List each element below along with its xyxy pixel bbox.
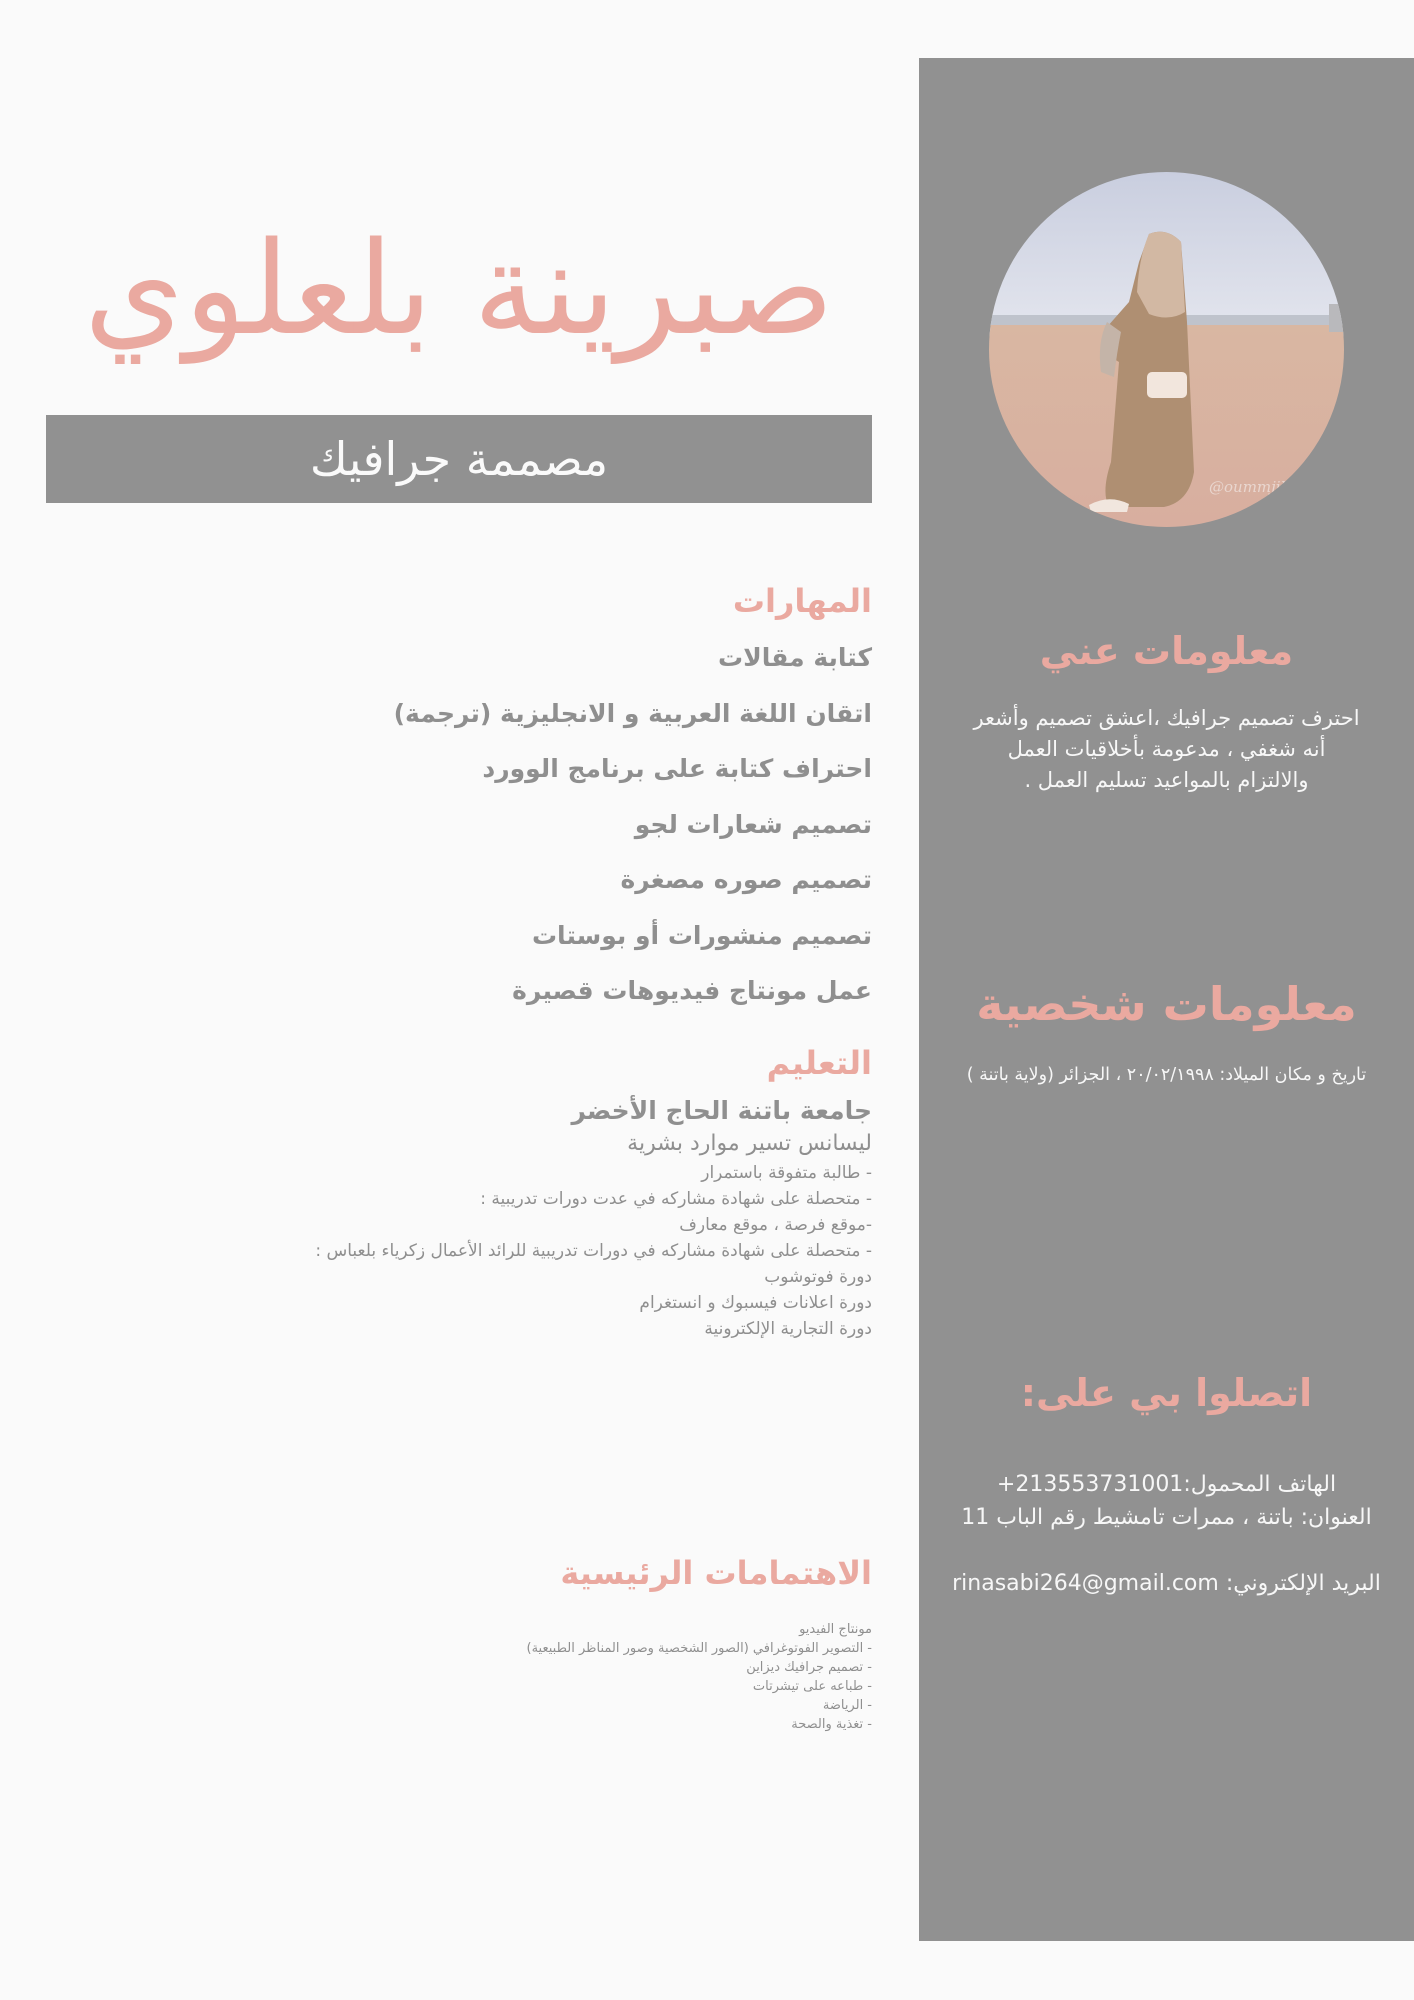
- about-section: [919, 623, 1414, 796]
- education-detail: - متحصلة على شهادة مشاركه في دورات تدريبية للرائد الأعمال زكرياء بلعباس :: [315, 1241, 872, 1261]
- education-detail: - متحصلة على شهادة مشاركه في عدت دورات تدريبية :: [480, 1189, 872, 1209]
- birth-info: تاريخ و مكان الميلاد: ٢٠/٠٢/١٩٩٨ ، الجزائر (ولاية باتنة ): [966, 1065, 1367, 1085]
- profile-photo-image: [989, 172, 1344, 527]
- contact-phone: [919, 1468, 1414, 1501]
- education-detail: دورة اعلانات فيسبوك و انستغرام: [639, 1293, 872, 1313]
- skill-item: تصميم صوره مصغرة: [620, 865, 872, 894]
- profile-photo: [989, 172, 1344, 527]
- personal-info-heading: معلومات شخصية: [976, 977, 1357, 1031]
- skill-item: عمل مونتاج فيديوهات قصيرة: [512, 976, 872, 1005]
- email-link[interactable]: rinasabi264@gmail.com: [952, 1571, 1219, 1596]
- photo-watermark: @oummjil: [1209, 478, 1286, 496]
- about-line: احترف تصميم جرافيك ،اعشق تصميم وأشعر: [973, 706, 1360, 730]
- skill-item: احتراف كتابة على برنامج الوورد: [482, 754, 872, 783]
- skill-item: اتقان اللغة العربية و الانجليزية (ترجمة): [393, 698, 872, 728]
- sidebar-panel: [919, 58, 1414, 1941]
- skill-item: تصميم شعارات لجو: [634, 809, 872, 839]
- skill-item: كتابة مقالات: [718, 643, 872, 672]
- education-detail: - طالبة متفوقة باستمرار: [701, 1163, 872, 1183]
- job-title: مصممة جرافيك: [309, 432, 609, 486]
- interest-item: مونتاج الفيديو: [799, 1622, 872, 1637]
- about-heading: معلومات عني: [1039, 629, 1294, 673]
- education-heading: التعليم: [766, 1044, 872, 1082]
- education-school: جامعة باتنة الحاج الأخضر: [571, 1096, 872, 1125]
- education-degree: ليسانس تسير موارد بشرية: [627, 1131, 872, 1156]
- education-section: [172, 1040, 872, 1342]
- job-title-banner: [46, 415, 872, 503]
- phone-label: الهاتف المحمول:: [1183, 1472, 1337, 1497]
- interest-item: - تصميم جرافيك ديزاين: [746, 1660, 872, 1675]
- contact-heading: اتصلوا بي على:: [1020, 1371, 1313, 1415]
- about-line: والالتزام بالمواعيد تسليم العمل .: [1024, 768, 1309, 792]
- contact-address: العنوان: باتنة ، ممرات تامشيط رقم الباب 11: [961, 1505, 1372, 1530]
- education-detail: دورة التجارية الإلكترونية: [704, 1319, 872, 1339]
- interests-heading: الاهتمامات الرئيسية: [560, 1554, 872, 1592]
- interest-item: - الرياضة: [822, 1698, 872, 1713]
- interest-item: - تغذية والصحة: [791, 1717, 872, 1732]
- contact-section: [919, 1366, 1414, 1600]
- skill-item: تصميم منشورات أو بوستات: [531, 920, 872, 950]
- email-label: البريد الإلكتروني:: [1225, 1571, 1381, 1596]
- candidate-name: صبرينة بلعلوي: [84, 215, 834, 364]
- skills-section: [172, 578, 872, 1019]
- interest-item: - التصوير الفوتوغرافي (الصور الشخصية وصور المناظر الطبيعية): [526, 1641, 872, 1656]
- education-detail: دورة فوتوشوب: [764, 1267, 872, 1287]
- phone-number[interactable]: 213553731001+: [996, 1472, 1184, 1497]
- about-line: أنه شغفي ، مدعومة بأخلاقيات العمل: [1007, 737, 1326, 761]
- skills-heading: المهارات: [732, 582, 872, 620]
- personal-info-section: [919, 968, 1414, 1088]
- interests-section: [172, 1548, 872, 1734]
- education-detail: -موقع فرصة ، موقع معارف: [679, 1215, 872, 1235]
- about-text: [919, 703, 1414, 796]
- contact-email: [919, 1567, 1414, 1600]
- spacer: [919, 1534, 1414, 1567]
- interest-item: - طباعه على تيشرتات: [752, 1679, 872, 1694]
